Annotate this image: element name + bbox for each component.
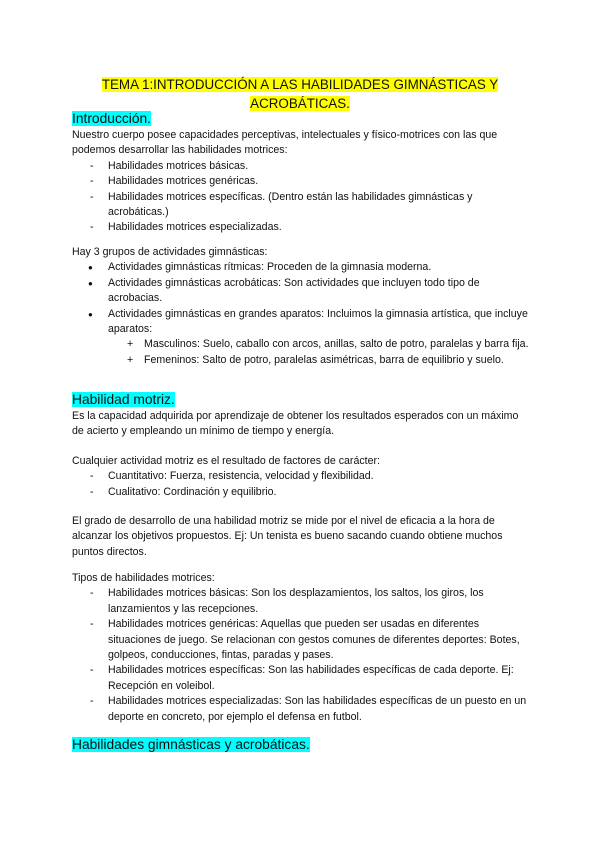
motor-skills-list <box>72 159 532 236</box>
gymnastic-groups-block <box>72 245 532 368</box>
document-title-text: TEMA 1:INTRODUCCIÓN A LAS HABILIDADES GIMNÁSTICAS Y ACROBÁTICAS. <box>101 77 499 111</box>
degree-block <box>72 514 532 560</box>
list-item: - Cuantitativo: Fuerza, resistencia, velocidad y flexibilidad. <box>72 469 532 484</box>
types-block <box>72 571 532 725</box>
list-item: - Habilidades motrices especializadas: Son las habilidades específicas de un puesto en un deporte en concreto, por ejemplo el defensa en futbol. <box>72 694 532 725</box>
section-heading-habilidades-gimnasticas <box>72 736 310 753</box>
list-item: ● Actividades gimnásticas rítmicas: Proceden de la gimnasia moderna. <box>72 260 532 275</box>
types-intro-paragraph: Tipos de habilidades motrices: <box>72 572 215 584</box>
list-item: - Habilidades motrices especializadas. <box>72 220 532 235</box>
list-item: - Habilidades motrices genéricas. <box>72 174 532 189</box>
section-introduccion-body <box>72 128 532 236</box>
definition-block <box>72 409 532 440</box>
section-heading-habilidades-gimnasticas-text: Habilidades gimnásticas y acrobáticas. <box>72 737 310 752</box>
list-item: - Habilidades motrices genéricas: Aquellas que pueden ser usadas en diferentes situaciones de juego. Se relacionan con gestos comunes de diferentes deportes: Botes, golpeos, conducciones, fintas, paradas y pases. <box>72 617 532 663</box>
document-title <box>72 75 528 113</box>
factors-list <box>72 469 532 500</box>
list-item: ● Actividades gimnásticas acrobáticas: Son actividades que incluyen todo tipo de acrobacias. <box>72 276 532 307</box>
list-item: - Habilidades motrices básicas. <box>72 159 532 174</box>
list-item: + Masculinos: Suelo, caballo con arcos, anillas, salto de potro, paralelas y barra fija. <box>72 337 532 352</box>
factors-block <box>72 454 532 500</box>
definition-paragraph: Es la capacidad adquirida por aprendizaje de obtener los resultados esperados con un máximo de acierto y empleando un mínimo de tiempo y energía. <box>72 410 519 438</box>
list-item: - Habilidades motrices básicas: Son los desplazamientos, los saltos, los giros, los lanzamientos y las recepciones. <box>72 586 532 617</box>
section-heading-introduccion-text: Introducción. <box>72 111 151 126</box>
degree-paragraph: El grado de desarrollo de una habilidad motriz se mide por el nivel de eficacia a la hora de alcanzar los objetivos propuestos. Ej: Un tenista es bueno sacando cuando obtiene muchos puntos directos. <box>72 515 503 558</box>
factors-intro-paragraph: Cualquier actividad motriz es el resultado de factores de carácter: <box>72 455 380 467</box>
section-heading-habilidad-motriz <box>72 391 175 408</box>
list-item: - Habilidades motrices específicas. (Dentro están las habilidades gimnásticas y acrobáticas.) <box>72 190 532 221</box>
types-list <box>72 586 532 725</box>
list-item: - Cualitativo: Cordinación y equilibrio. <box>72 485 532 500</box>
intro-paragraph: Nuestro cuerpo posee capacidades perceptivas, intelectuales y físico-motrices con las que podemos desarrollar las habilidades motrices: <box>72 129 498 157</box>
list-item: ● Actividades gimnásticas en grandes aparatos: Incluimos la gimnasia artística, que incluye aparatos: <box>72 307 532 338</box>
gymnastic-groups-list <box>72 260 532 337</box>
list-item: - Habilidades motrices específicas: Son las habilidades específicas de cada deporte. Ej: Recepción en voleibol. <box>72 663 532 694</box>
apparatus-list <box>72 337 532 368</box>
groups-intro-paragraph: Hay 3 grupos de actividades gimnásticas: <box>72 246 268 258</box>
section-heading-introduccion <box>72 110 151 127</box>
section-heading-habilidad-motriz-text: Habilidad motriz. <box>72 392 175 407</box>
list-item: + Femeninos: Salto de potro, paralelas asimétricas, barra de equilibrio y suelo. <box>72 353 532 368</box>
